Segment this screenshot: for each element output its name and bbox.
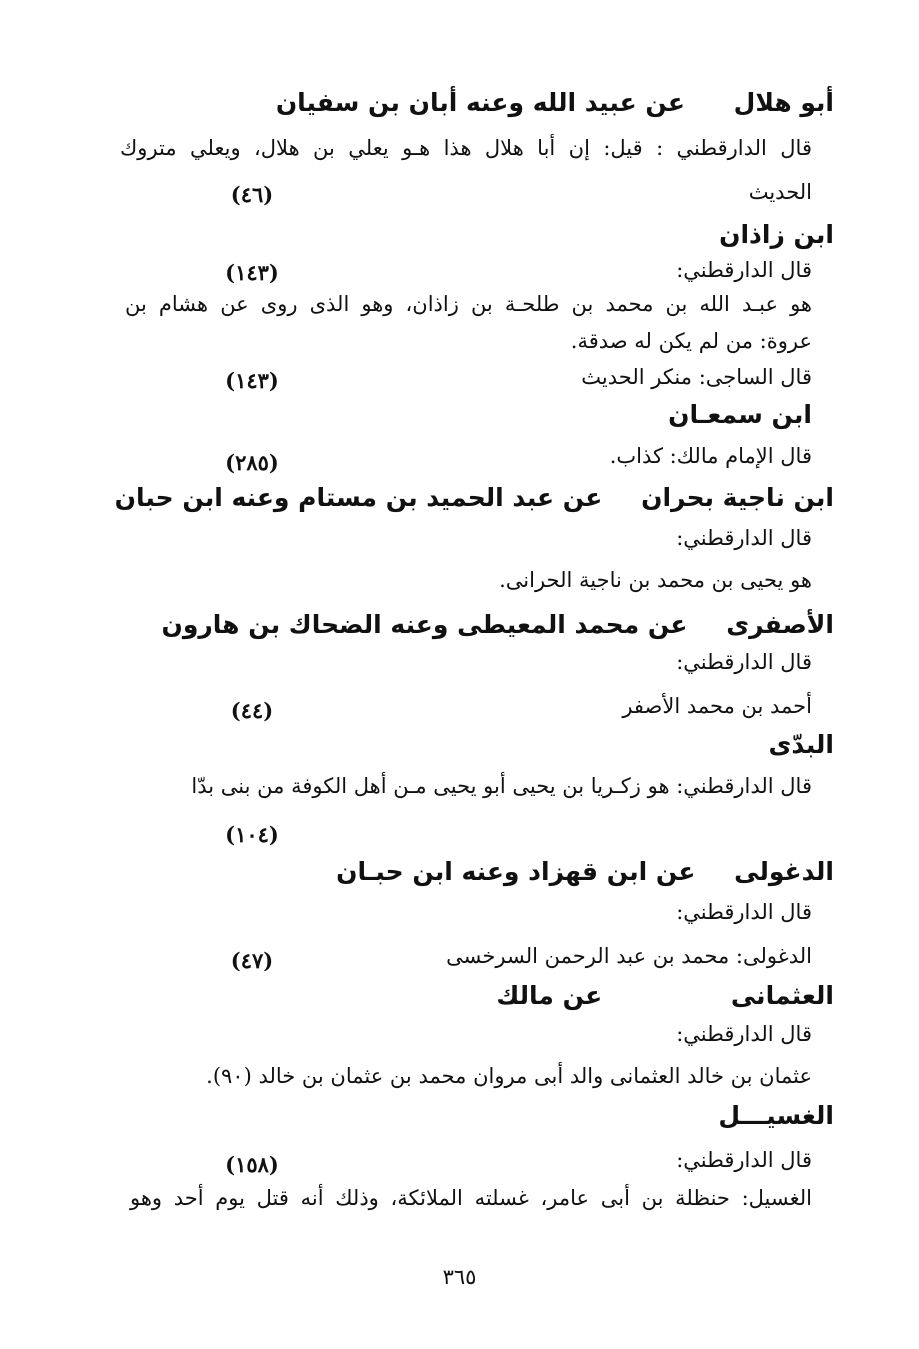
entry-text-line: قال الإمام مالك: كذاب. (609, 444, 812, 468)
entry-name: العثمانى (730, 981, 834, 1010)
entry-heading (162, 610, 834, 639)
entry-heading (768, 730, 834, 759)
reference-number: (١٠٤) (225, 822, 279, 847)
entry-text-line: قال الدارقطني: هو زكـريا بن يحيى أبو يحيى مـن أهل الكوفة من بنى بدّا (191, 774, 812, 798)
entry-text-line: الدغولى: محمد بن عبد الرحمن السرخسى (446, 944, 812, 968)
entry-text-line: قال الدارقطني: (676, 650, 812, 674)
entry-text-line: الحديث (748, 180, 812, 204)
entry-text-line: هو يحيى بن محمد بن ناجية الحرانى. (499, 568, 812, 592)
entry-heading (276, 88, 834, 117)
entry-name: الغسيـــل (718, 1101, 834, 1130)
entry-name: ابن زاذان (719, 220, 834, 249)
entry-text-line: قال الساجى: منكر الحديث (581, 365, 812, 389)
entry-heading (668, 400, 812, 429)
reference-number: (١٥٨) (225, 1152, 279, 1177)
entry-text-line: قال الدارقطني: (676, 258, 812, 282)
entry-text-line: الغسيل: حنظلة بن أبى عامر، غسلته الملائكة، وذلك أنه قتل يوم أحد وهو (130, 1186, 812, 1210)
entry-text-line: قال الدارقطني: (676, 1022, 812, 1046)
entry-name: ابن ناجية بحران (641, 483, 834, 512)
entry-heading (718, 1101, 834, 1130)
entry-source: عن مالك (496, 981, 603, 1010)
entry-text-line: قال الدارقطني : قيل: إن أبا هلال هذا هـو يعلي بن هلال، ويعلي متروك (120, 136, 812, 160)
entry-heading (115, 483, 834, 512)
entry-heading (496, 981, 834, 1010)
reference-number: (٤٧) (230, 948, 274, 973)
entry-name: أبو هلال (733, 88, 834, 117)
reference-number: (٢٨٥) (225, 450, 279, 475)
entry-source: عن عبيد الله وعنه أبان بن سفيان (275, 88, 685, 117)
page-number: ٣٦٥ (442, 1265, 477, 1289)
reference-number: (٤٤) (230, 698, 274, 723)
entry-source: عن ابن قهزاد وعنه ابن حبـان (336, 857, 696, 886)
entry-heading (336, 857, 834, 886)
entry-source: عن عبد الحميد بن مستام وعنه ابن حبان (114, 483, 603, 512)
entry-text-line: أحمد بن محمد الأصفر (622, 694, 812, 718)
entry-name: الدغولى (734, 857, 834, 886)
entry-name: البدّى (768, 730, 834, 759)
entry-source: عن محمد المعيطى وعنه الضحاك بن هارون (161, 610, 688, 639)
reference-number: (١٤٣) (225, 260, 279, 285)
reference-number: (١٤٣) (225, 368, 279, 393)
entry-name: ابن سمعـان (668, 400, 812, 429)
entry-text-line: قال الدارقطني: (676, 1148, 812, 1172)
entry-text-line: هو عبـد الله بن محمد بن طلحـة بن زاذان، وهو الذى روى عن هشام بن (125, 292, 812, 316)
reference-number: (٤٦) (230, 182, 274, 207)
entry-text-line: قال الدارقطني: (676, 526, 812, 550)
entry-text-line: قال الدارقطني: (676, 900, 812, 924)
entry-heading (719, 220, 834, 249)
entry-name: الأصفرى (726, 610, 834, 639)
entry-text-line: عثمان بن خالد العثمانى والد أبى مروان محمد بن عثمان بن خالد (٩٠). (206, 1064, 812, 1088)
entry-text-line: عروة: من لم يكن له صدقة. (570, 329, 812, 353)
